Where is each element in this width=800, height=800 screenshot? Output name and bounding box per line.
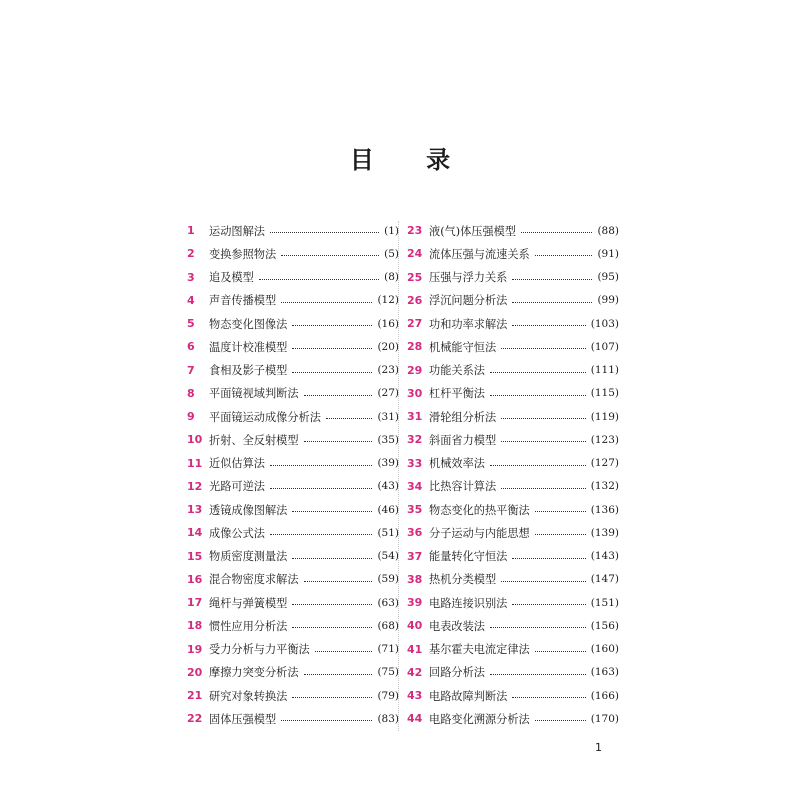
toc-entry[interactable] <box>187 405 399 428</box>
toc-entry[interactable] <box>407 638 619 661</box>
toc-entry[interactable] <box>187 359 399 382</box>
toc-entry-number: 23 <box>407 224 423 238</box>
toc-entry-page: (43) <box>377 480 399 493</box>
toc-entry-title: 惯性应用分析法 <box>209 619 288 633</box>
toc-entry-title: 混合物密度求解法 <box>209 573 299 587</box>
toc-entry[interactable] <box>187 242 399 265</box>
toc-entry-number: 26 <box>407 293 423 307</box>
toc-entry-page: (23) <box>377 364 399 377</box>
toc-entry-title: 分子运动与内能思想 <box>429 526 530 540</box>
toc-entry[interactable] <box>407 359 619 382</box>
toc-entry-page: (5) <box>384 247 399 260</box>
toc-entry-number: 17 <box>187 596 203 610</box>
toc-column-right <box>407 219 619 731</box>
toc-entry-title: 固体压强模型 <box>209 712 277 726</box>
dot-leader <box>326 418 373 419</box>
toc-entry-number: 27 <box>407 317 423 331</box>
toc-entry-title: 声音传播模型 <box>209 294 277 308</box>
dot-leader <box>512 697 585 698</box>
dot-leader <box>501 581 586 582</box>
toc-entry-number: 14 <box>187 526 203 540</box>
toc-entry-title: 光路可逆法 <box>209 480 265 494</box>
toc-entry-page: (35) <box>377 433 399 446</box>
toc-entry[interactable] <box>407 498 619 521</box>
dot-leader <box>281 255 379 256</box>
dot-leader <box>281 720 372 721</box>
toc-entry-title: 物态变化图像法 <box>209 317 288 331</box>
toc-entry[interactable] <box>187 591 399 614</box>
dot-leader <box>535 720 586 721</box>
toc-entry-number: 31 <box>407 410 423 424</box>
toc-entry[interactable] <box>187 335 399 358</box>
toc-entry-page: (83) <box>377 712 399 725</box>
toc-entry-page: (16) <box>377 317 399 330</box>
toc-entry-title: 流体压强与流速关系 <box>429 247 530 261</box>
toc-entry-title: 电路故障判断法 <box>429 689 508 703</box>
toc-entry-page: (107) <box>590 340 619 353</box>
toc-entry-page: (166) <box>590 689 619 702</box>
toc-entry-title: 电路变化溯源分析法 <box>429 712 530 726</box>
toc-entry-title: 温度计校准模型 <box>209 340 288 354</box>
toc-entry[interactable] <box>187 638 399 661</box>
dot-leader <box>501 348 586 349</box>
toc-entry-page: (115) <box>590 387 619 400</box>
toc-entry-page: (119) <box>590 410 619 423</box>
toc-entry[interactable] <box>407 312 619 335</box>
toc-entry-title: 成像公式法 <box>209 526 265 540</box>
toc-entry-title: 液(气)体压强模型 <box>429 224 517 238</box>
toc-entry-number: 10 <box>187 433 203 447</box>
toc-entry-number: 8 <box>187 386 195 400</box>
dot-leader <box>304 674 373 675</box>
dot-leader <box>292 325 372 326</box>
toc-entry-number: 24 <box>407 247 423 261</box>
toc-entry-number: 22 <box>187 712 203 726</box>
toc-entry[interactable] <box>407 382 619 405</box>
dot-leader <box>490 674 586 675</box>
toc-entry-number: 35 <box>407 503 423 517</box>
toc-entry-page: (75) <box>377 666 399 679</box>
toc-entry-page: (71) <box>377 643 399 656</box>
toc-entry-title: 斜面省力模型 <box>429 433 497 447</box>
toc-entry[interactable] <box>407 475 619 498</box>
toc-entry-page: (88) <box>597 224 619 237</box>
toc-entry-number: 15 <box>187 549 203 563</box>
toc-entry-number: 41 <box>407 642 423 656</box>
toc-entry-number: 7 <box>187 363 195 377</box>
toc-entry-number: 3 <box>187 270 195 284</box>
toc-entry-page: (12) <box>377 294 399 307</box>
toc-entry-page: (46) <box>377 503 399 516</box>
toc-entry-page: (27) <box>377 387 399 400</box>
toc-entry[interactable] <box>407 428 619 451</box>
toc-entry-page: (143) <box>590 550 619 563</box>
toc-entry[interactable] <box>407 266 619 289</box>
toc-entry[interactable] <box>187 521 399 544</box>
toc-entry-page: (63) <box>377 596 399 609</box>
page-title: 目 录 <box>349 145 473 174</box>
dot-leader <box>501 488 586 489</box>
toc-entry[interactable] <box>187 568 399 591</box>
toc-entry-number: 2 <box>187 247 195 261</box>
toc-entry-number: 39 <box>407 596 423 610</box>
dot-leader <box>304 441 373 442</box>
toc-entry[interactable] <box>187 428 399 451</box>
toc-entry-number: 12 <box>187 479 203 493</box>
toc-entry-page: (79) <box>377 689 399 702</box>
toc-entry-number: 4 <box>187 293 195 307</box>
toc-entry[interactable] <box>407 591 619 614</box>
toc-entry-title: 电路连接识别法 <box>429 596 508 610</box>
toc-entry-number: 30 <box>407 386 423 400</box>
toc-entry[interactable] <box>187 684 399 707</box>
toc-entry-title: 摩擦力突变分析法 <box>209 666 299 680</box>
toc-entry-number: 25 <box>407 270 423 284</box>
toc-entry-page: (54) <box>377 550 399 563</box>
dot-leader <box>490 372 586 373</box>
column-divider <box>398 221 399 731</box>
toc-entry-title: 比热容计算法 <box>429 480 497 494</box>
toc-entry-page: (103) <box>590 317 619 330</box>
toc-entry-title: 物质密度测量法 <box>209 550 288 564</box>
toc-entry-page: (160) <box>590 643 619 656</box>
toc-entry-number: 21 <box>187 689 203 703</box>
toc-entry[interactable] <box>187 498 399 521</box>
toc-entry-title: 折射、全反射模型 <box>209 433 299 447</box>
toc-entry-number: 5 <box>187 317 195 331</box>
toc-entry-page: (91) <box>597 247 619 260</box>
toc-entry-page: (8) <box>384 271 399 284</box>
toc-entry-number: 36 <box>407 526 423 540</box>
toc-entry-page: (147) <box>590 573 619 586</box>
toc-entry-title: 食相及影子模型 <box>209 364 288 378</box>
dot-leader <box>304 395 373 396</box>
toc-entry-title: 热机分类模型 <box>429 573 497 587</box>
dot-leader <box>535 511 586 512</box>
toc-entry-page: (127) <box>590 457 619 470</box>
toc-entry[interactable] <box>407 219 619 242</box>
toc-entry-title: 功能关系法 <box>429 364 485 378</box>
toc-entry-title: 透镜成像图解法 <box>209 503 288 517</box>
toc-entry-title: 绳杆与弹簧模型 <box>209 596 288 610</box>
dot-leader <box>292 348 372 349</box>
toc-entry[interactable] <box>407 289 619 312</box>
toc-entry[interactable] <box>407 614 619 637</box>
toc-entry-number: 28 <box>407 340 423 354</box>
toc-entry-number: 6 <box>187 340 195 354</box>
toc-entry-number: 43 <box>407 689 423 703</box>
toc-entry-title: 能量转化守恒法 <box>429 550 508 564</box>
toc-entry-title: 基尔霍夫电流定律法 <box>429 643 530 657</box>
dot-leader <box>490 395 586 396</box>
toc-column-left <box>187 219 399 731</box>
dot-leader <box>292 697 372 698</box>
toc-entry-page: (163) <box>590 666 619 679</box>
toc-entry[interactable] <box>187 545 399 568</box>
toc-entry-number: 37 <box>407 549 423 563</box>
toc-entry[interactable] <box>407 335 619 358</box>
toc-entry-title: 平面镜视域判断法 <box>209 387 299 401</box>
toc-entry-title: 变换参照物法 <box>209 247 277 261</box>
table-of-contents <box>187 219 619 735</box>
toc-entry-page: (132) <box>590 480 619 493</box>
toc-entry-page: (170) <box>590 712 619 725</box>
dot-leader <box>512 279 592 280</box>
toc-entry-number: 19 <box>187 642 203 656</box>
toc-entry-page: (136) <box>590 503 619 516</box>
toc-entry-page: (20) <box>377 340 399 353</box>
toc-entry-page: (99) <box>597 294 619 307</box>
toc-entry-page: (51) <box>377 526 399 539</box>
toc-entry-title: 回路分析法 <box>429 666 485 680</box>
dot-leader <box>535 651 586 652</box>
toc-entry-title: 平面镜运动成像分析法 <box>209 410 321 424</box>
toc-entry-number: 1 <box>187 224 195 238</box>
dot-leader <box>490 465 586 466</box>
toc-entry-title: 机械效率法 <box>429 457 485 471</box>
toc-entry-number: 11 <box>187 456 203 470</box>
dot-leader <box>292 372 372 373</box>
toc-entry[interactable] <box>187 382 399 405</box>
toc-entry[interactable] <box>187 475 399 498</box>
dot-leader <box>270 232 379 233</box>
dot-leader <box>270 465 372 466</box>
toc-entry[interactable] <box>187 614 399 637</box>
toc-entry[interactable] <box>187 266 399 289</box>
toc-entry-page: (68) <box>377 619 399 632</box>
toc-entry[interactable] <box>407 545 619 568</box>
toc-entry-page: (95) <box>597 271 619 284</box>
toc-entry-page: (151) <box>590 596 619 609</box>
dot-leader <box>512 558 585 559</box>
dot-leader <box>535 534 586 535</box>
toc-entry-page: (1) <box>384 224 399 237</box>
dot-leader <box>315 651 373 652</box>
toc-entry-title: 研究对象转换法 <box>209 689 288 703</box>
dot-leader <box>512 604 585 605</box>
toc-entry[interactable] <box>407 568 619 591</box>
toc-entry-page: (31) <box>377 410 399 423</box>
dot-leader <box>521 232 592 233</box>
toc-entry-title: 电表改装法 <box>429 619 485 633</box>
toc-entry-number: 16 <box>187 572 203 586</box>
toc-entry-page: (111) <box>590 364 619 377</box>
dot-leader <box>292 627 372 628</box>
toc-entry-number: 18 <box>187 619 203 633</box>
toc-entry-number: 13 <box>187 503 203 517</box>
toc-entry[interactable] <box>407 405 619 428</box>
dot-leader <box>292 511 372 512</box>
toc-entry[interactable] <box>187 219 399 242</box>
toc-entry-title: 追及模型 <box>209 271 254 285</box>
toc-entry-number: 33 <box>407 456 423 470</box>
toc-entry[interactable] <box>187 289 399 312</box>
toc-entry-number: 40 <box>407 619 423 633</box>
dot-leader <box>501 441 586 442</box>
toc-entry-number: 42 <box>407 665 423 679</box>
dot-leader <box>292 558 372 559</box>
toc-entry-number: 9 <box>187 410 195 424</box>
toc-entry-page: (39) <box>377 457 399 470</box>
dot-leader <box>270 534 372 535</box>
dot-leader <box>512 302 592 303</box>
toc-entry-page: (59) <box>377 573 399 586</box>
dot-leader <box>292 604 372 605</box>
dot-leader <box>490 627 586 628</box>
toc-entry-number: 34 <box>407 479 423 493</box>
toc-entry[interactable] <box>187 312 399 335</box>
toc-entry-title: 运动图解法 <box>209 224 265 238</box>
toc-entry[interactable] <box>407 242 619 265</box>
toc-entry-title: 压强与浮力关系 <box>429 271 508 285</box>
page-number: 1 <box>595 741 602 754</box>
toc-entry-page: (123) <box>590 433 619 446</box>
toc-entry-number: 20 <box>187 665 203 679</box>
dot-leader <box>281 302 372 303</box>
dot-leader <box>304 581 373 582</box>
toc-entry-page: (156) <box>590 619 619 632</box>
toc-entry-title: 功和功率求解法 <box>429 317 508 331</box>
toc-entry-title: 近似估算法 <box>209 457 265 471</box>
toc-entry-number: 29 <box>407 363 423 377</box>
toc-entry[interactable] <box>407 452 619 475</box>
dot-leader <box>270 488 372 489</box>
toc-entry-number: 44 <box>407 712 423 726</box>
toc-entry[interactable] <box>187 661 399 684</box>
toc-entry[interactable] <box>407 707 619 730</box>
toc-entry[interactable] <box>187 707 399 730</box>
toc-entry-title: 杠杆平衡法 <box>429 387 485 401</box>
toc-entry-number: 38 <box>407 572 423 586</box>
toc-entry[interactable] <box>407 521 619 544</box>
toc-entry-title: 滑轮组分析法 <box>429 410 497 424</box>
toc-entry-title: 机械能守恒法 <box>429 340 497 354</box>
toc-entry-title: 受力分析与力平衡法 <box>209 643 310 657</box>
toc-entry-page: (139) <box>590 526 619 539</box>
dot-leader <box>512 325 585 326</box>
toc-entry-title: 物态变化的热平衡法 <box>429 503 530 517</box>
toc-entry-number: 32 <box>407 433 423 447</box>
dot-leader <box>501 418 586 419</box>
toc-entry[interactable] <box>187 452 399 475</box>
toc-entry-title: 浮沉问题分析法 <box>429 294 508 308</box>
toc-entry[interactable] <box>407 684 619 707</box>
dot-leader <box>535 255 593 256</box>
dot-leader <box>259 279 379 280</box>
toc-entry[interactable] <box>407 661 619 684</box>
